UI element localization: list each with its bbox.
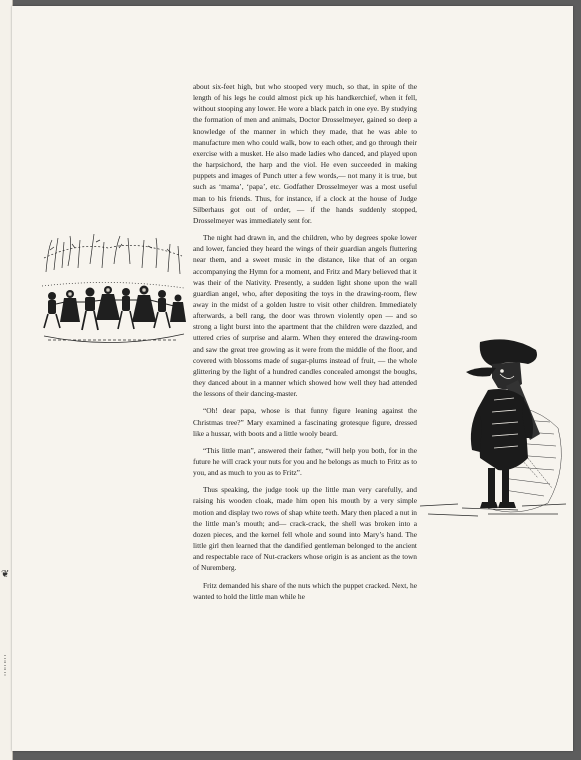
paragraph: Fritz demanded his share of the nuts which the puppet cracked. Next, he wanted to hold the little man while he: [193, 580, 417, 601]
edge-ornament-icon: ❦: [1, 569, 10, 580]
paragraph: “This little man”, answered their father, “will help you both, for in the future he will crack your nuts for you and he belongs as much to Fritz as to you, and as much to you as to Fritz”.: [193, 445, 417, 478]
paragraph-continuation: about six-feet high, but who stooped very much, so that, in spite of the length of his legs he could almost pick up his handkerchief, when it fell, without stooping any lower. He wore a black patch in one eye. By studying the formation of men and animals, Doctor Drosselmeyer, gained so deep a knowledge of the manner in which they made, that he was able to manufacture men who could walk, bow to each other, and go through their exercise with a musket. He also made ladies who danced, and played upon the harpsichord, the harp and the viol. He even succeeded in making puppets and images of Punch utter a few words,— not many it is true, but such as ‘mama’, ‘papa’, etc. Godfather Drosselmeyer was a most useful man to his friends. Thus, for instance, if a clock at the house of Judge Silberhaus got out of order, — if the hands suddenly stopped, Drosselmeyer was immediately sent for.: [193, 82, 417, 225]
edge-marks-icon: ⋮ ⋮ ⋮: [1, 654, 9, 677]
paragraph: Thus speaking, the judge took up the little man very carefully, and raising his wooden cloak, made him open his mouth by a very simple motion and display two rows of shap white teeth. Mary then placed a nut in the little man’s mouth; and— crack-crack, the shell was broken into a dozen pieces, and the kernel fell whole and sound into Mary’s hand. The little girl then learned that the dandified gentleman belonged to the ancient and respectable race of Nut-crackers whose origin is as ancient as the town of Nuremberg.: [193, 485, 417, 573]
paragraph: The night had drawn in, and the children, who by degrees spoke lower and lower, fancied they heard the wings of their guardian angels fluttering near them, and a sweet music in the distance, like that of an organ accompanying the Hymn for a moment, and Fritz and Mary believed that it was their of the Nativity. Presently, a sudden light shone upon the wall guardian angel, who, after depositing the toys in the drawing-room, flew away in the midst of a golden lustre to visit other children. Immediately afterwards, a bell rang, the door was thrown violently open — and so strong a light burst into the apartment that the children were dazzled, and uttered cries of surprise and alarm. When they entered the drawing-room and saw the great tree growing as it were from the middle of the floor, and covered with blossoms made of sugar-plums instead of fruit, — the whole glittering by the light of a hundred candles concealed amongst the boughs, they danced about in a manner which showed how well they had attended the lessons of their dancing-master.: [193, 233, 417, 399]
text-column: [193, 81, 417, 608]
paragraph: “Oh! dear papa, whose is that funny figure leaning against the Christmas tree?” Mary examined a fascinating grotesque figure, dressed like a hussar, with boots and a little wooly beard.: [193, 406, 417, 438]
nutcracker-illustration: [418, 338, 568, 528]
dancing-children-illustration: [38, 228, 188, 348]
